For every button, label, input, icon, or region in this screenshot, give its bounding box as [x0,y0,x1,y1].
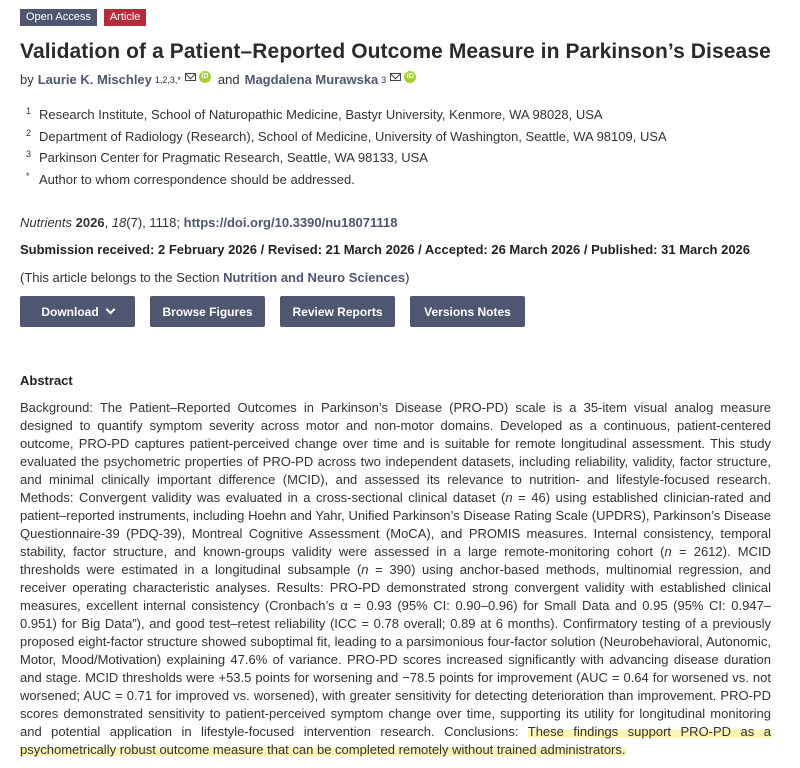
download-button[interactable] [20,296,135,327]
journal-name: Nutrients [20,215,73,230]
action-buttons [20,296,540,327]
review-reports-button[interactable]: Review Reports [280,296,395,327]
publication-dates: Submission received: 2 February 2026 / Revised: 21 March 2026 / Accepted: 26 March 2026 / Published: 31 March 2026 [20,242,751,257]
section-note-suffix: ) [405,270,410,285]
affiliation-item [26,129,667,151]
section-note [20,270,409,285]
sample-size-n: n [664,544,672,559]
article-type-badge: Article [104,9,147,26]
download-label: Download [41,304,99,319]
affiliation-item [26,107,667,129]
citation-year: 2026 [75,215,105,230]
affiliation-text: Department of Radiology (Research), School of Medicine, University of Washington, Seattle, WA 98109, USA [39,128,667,144]
author-affil-sup: 3 [381,74,387,85]
author-affil-sup: 1,2,3,* [154,74,181,85]
abstract-text: = 390) using anchor-based methods, multinomial regression, and receiver operating characteristic analyses. Results: PRO-PD demonstrated strong convergent validity with established clinical measures, excellent internal consistency (Cronbach’s α = 0.93 (95% CI: 0.90–0.96) for Small Data and 0.95 (95% CI: 0.947–0.951) for Big Data”), and good test–retest reliability (ICC = 0.78 overall; 0.89 at 6 months). Confirmatory testing of a previously proposed eight-factor structure showed suboptimal fit, leading to a parsimonious four-factor solution (Neurobehavioral, Autonomic, Motor, Mood/Motivation) explaining 47.6% of variance. PRO-PD scores increased significantly with advancing disease duration and stage. MCID thresholds were +53.5 points for worsening and −78.5 points for improvement (AUC = 0.64 for worsened vs. not worsened; AUC = 0.71 for improved vs. worsened), with greater sensitivity for detecting deterioration than improvement. PRO-PD scores demonstrated sensitivity to patient-perceived symptom change over time, supporting its utility for longitudinal monitoring and potential application in lifestyle-focused intervention research. Conclusions: [20,562,771,739]
affiliation-text: Author to whom correspondence should be addressed. [39,171,355,187]
orcid-icon[interactable]: iD [199,71,211,83]
chevron-down-icon [105,305,115,315]
open-access-badge[interactable]: Open Access [20,9,97,26]
sample-size-n: n [505,490,513,505]
versions-notes-button[interactable]: Versions Notes [410,296,525,327]
affiliation-item [26,172,667,194]
affiliation-number: 1 [26,106,32,116]
author-link-mischley[interactable]: Laurie K. Mischley [37,72,152,87]
section-link[interactable]: Nutrition and Neuro Sciences [223,270,406,285]
and-label: and [217,72,240,87]
affiliation-text: Research Institute, School of Naturopathic Medicine, Bastyr University, Kenmore, WA 98028, USA [39,107,603,122]
citation-volume: 18 [111,215,127,230]
affiliation-text: Parkinson Center for Pragmatic Research, Seattle, WA 98133, USA [39,150,428,165]
doi-link[interactable]: https://doi.org/10.3390/nu18071118 [183,215,398,230]
section-note-prefix: (This article belongs to the Section [20,270,224,285]
author-list [20,72,416,87]
affiliation-number: * [26,170,30,181]
affiliation-item [26,150,667,172]
sample-size-n: n [361,562,369,577]
abstract-heading: Abstract [20,373,73,388]
abstract-paragraph [20,399,771,759]
email-icon[interactable] [185,73,196,81]
orcid-icon[interactable]: iD [404,71,416,83]
browse-figures-button[interactable]: Browse Figures [150,296,265,327]
highlighted-conclusion: These findings support PRO-PD as a psychometrically robust outcome measure that can be completed remotely without trained administrators. [20,724,771,757]
abstract-text: = 2612). MCID thresholds were estimated in a longitudinal subsample ( [20,544,771,577]
abstract-text: = 46) using established clinician-rated and patient–reported instruments, including Hoehn and Yahr, Unified Parkinson’s Disease Rating Scale (UPDRS), Parkinson’s Disease Questionnaire-39 (PDQ-39), Montreal Cognitive Assessment (MoCA), and PROMIS measures. Internal consistency, temporal stability, factor structure, and known-groups validity were assessed in a large remote-monitoring cohort ( [20,490,771,559]
citation-issue-pages: (7), 1118; [126,215,180,230]
author-link-murawska[interactable]: Magdalena Murawska [244,72,379,87]
email-icon[interactable] [390,73,401,81]
affiliation-list [26,107,667,193]
citation-line: Nutrients 2026, 18(7), 1118; https://doi.org/10.3390/nu18071118 [20,215,398,230]
affiliation-number: 2 [26,127,32,138]
affiliation-number: 3 [26,149,32,159]
article-title: Validation of a Patient–Reported Outcome Measure in Parkinson’s Disease [20,40,771,63]
abstract-body [20,399,771,759]
abstract-text: Background: The Patient–Reported Outcomes in Parkinson’s Disease (PRO-PD) scale is a 35-item visual analog measure designed to quantify symptom severity across motor and non-motor domains. Developed as a continuous, patient-centered outcome, PRO-PD captures patient-perceived change over time and is suitable for remote longitudinal assessment. This study evaluated the psychometric properties of PRO-PD across two independent datasets, including reliability, validity, factor structure, and minimal clinically important difference (MCID), and assessed its relevance to nutrition- and lifestyle-focused research. Methods: Convergent validity was evaluated in a cross-sectional clinical dataset ( [20,400,771,505]
by-label: by [20,72,34,87]
badge-row [20,9,146,26]
